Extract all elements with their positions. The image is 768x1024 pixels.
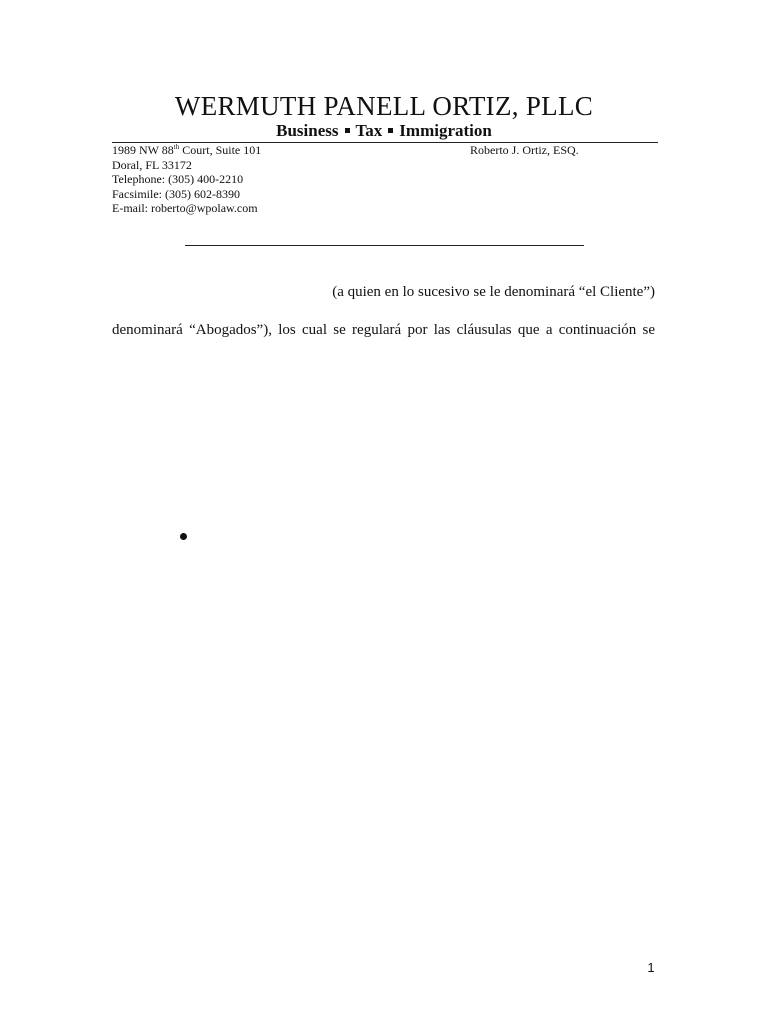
page-number: 1	[647, 960, 655, 975]
tagline-immigration: Immigration	[399, 121, 492, 140]
square-bullet-icon	[345, 128, 350, 133]
address-line-1	[112, 143, 261, 158]
section-divider	[185, 245, 584, 246]
telephone: Telephone: (305) 400-2210	[112, 172, 244, 186]
tagline-business: Business	[276, 121, 339, 140]
firm-name: WERMUTH PANELL ORTIZ, PLLC	[174, 91, 594, 121]
body-line-clauses: denominará “Abogados”), los cual se regulará por las cláusulas que a continuación se	[112, 322, 655, 338]
contact-block	[112, 143, 261, 216]
tagline-tax: Tax	[355, 121, 383, 140]
email: E-mail: roberto@wpolaw.com	[112, 201, 258, 215]
address-ordinal-suffix: th	[173, 143, 180, 151]
facsimile: Facsimile: (305) 602-8390	[112, 186, 240, 201]
list-bullet-icon	[180, 533, 187, 540]
firm-tagline	[0, 120, 768, 142]
address-street-rest: Court, Suite 101	[179, 143, 262, 157]
body-line-client: (a quien en lo sucesivo se le denominará “el Cliente”)	[332, 284, 655, 300]
address-line-2: Doral, FL 33172	[112, 157, 192, 172]
square-bullet-icon	[388, 128, 393, 133]
attorney-name: Roberto J. Ortiz, ESQ.	[470, 143, 579, 157]
address-street-number: 1989 NW 88	[112, 143, 174, 157]
